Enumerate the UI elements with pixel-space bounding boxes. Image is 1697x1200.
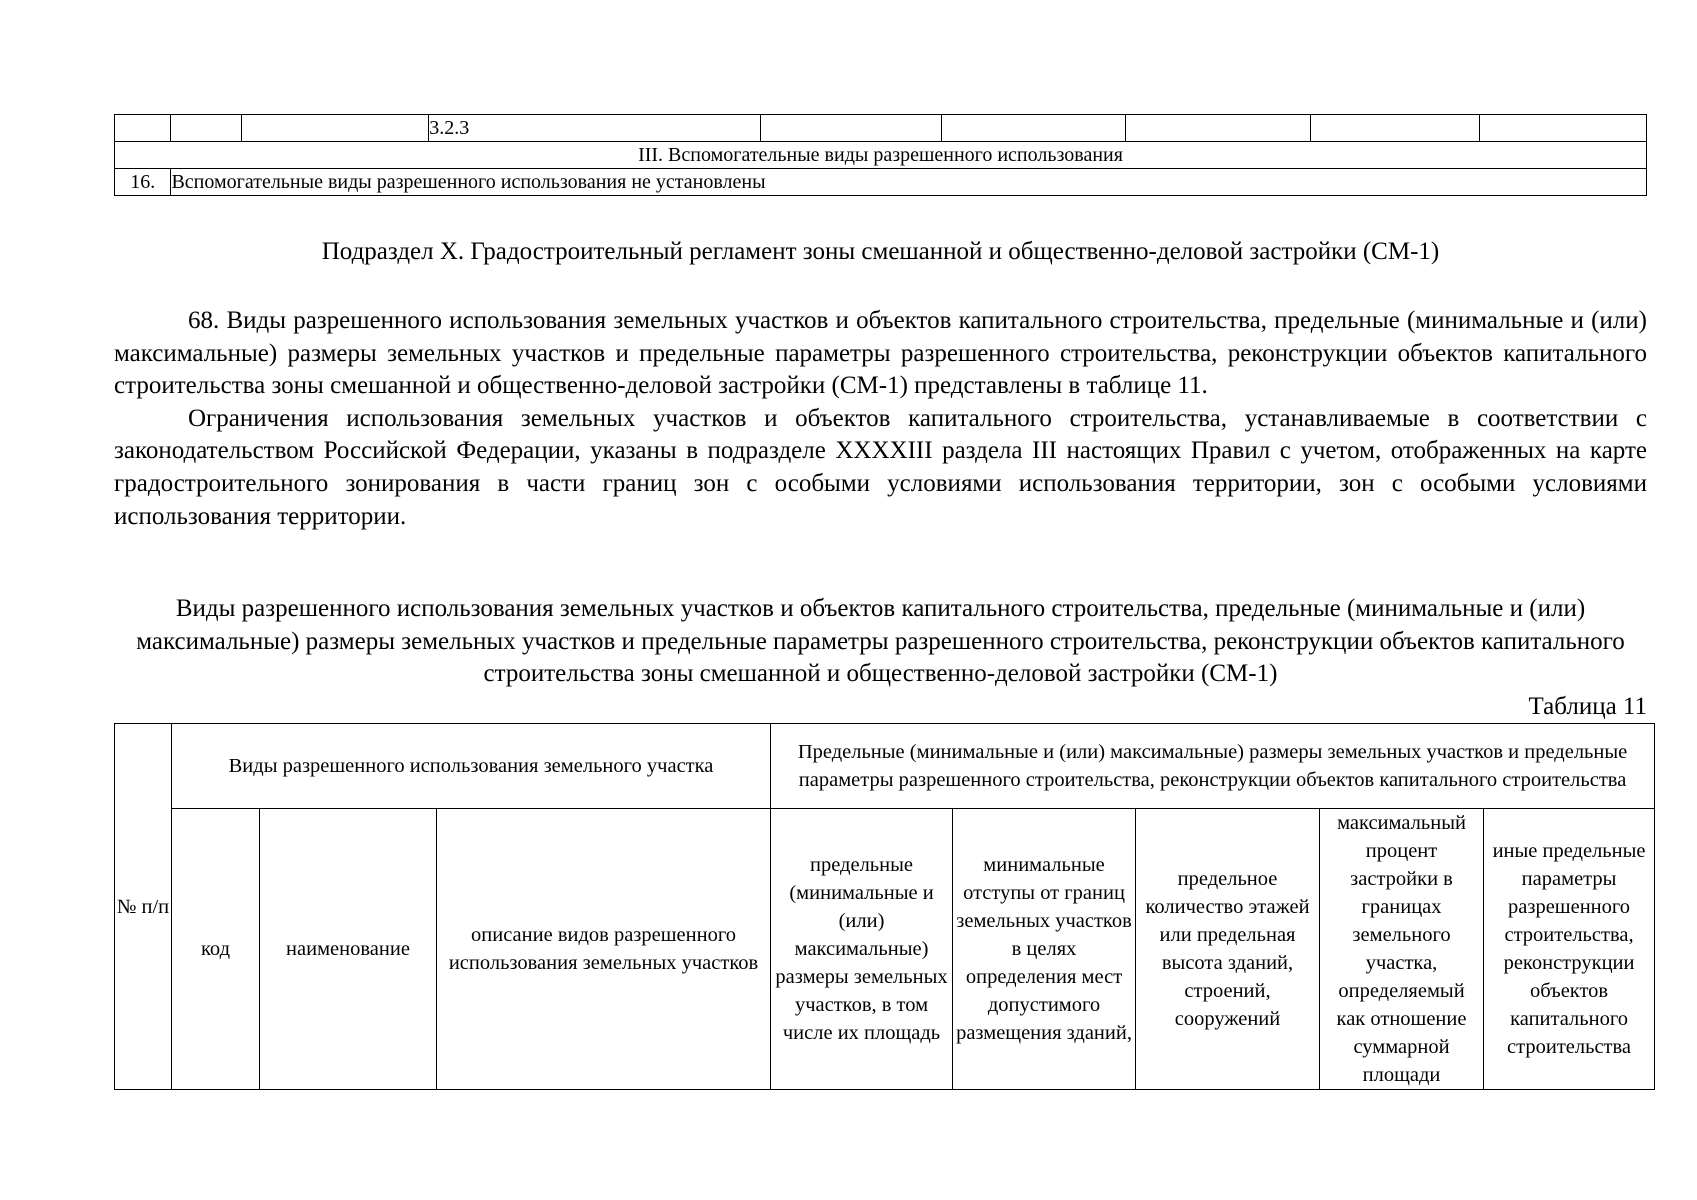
table-header-row bbox=[115, 724, 1655, 809]
table-row bbox=[115, 115, 1647, 142]
table-caption: Виды разрешенного использования земельных участков и объектов капитального строительства, предельные (минимальные и (или) максимальные) размеры земельных участков и предельные параметры разрешенного строительства, реконструкции объектов капитального строительства зоны смешанной и общественно-деловой застройки (СМ-1) bbox=[136, 595, 1625, 687]
header-usage-group: Виды разрешенного использования земельного участка bbox=[172, 724, 771, 809]
header-setbacks: минимальные отступы от границ земельных участков в целях определения мест допустимого размещения зданий, bbox=[953, 809, 1136, 1090]
body-text bbox=[114, 305, 1647, 533]
paragraph-68: 68. Виды разрешенного использования земельных участков и объектов капитального строительства, предельные (минимальные и (или) максимальные) размеры земельных участков и предельные параметры разрешенного строительства, реконструкции объектов капитального строительства зоны смешанной и общественно-деловой застройки (СМ-1) представлены в таблице 11. bbox=[114, 307, 1647, 400]
header-coverage: максимальный процент застройки в границах земельного участка, определяемый как отношение суммарной площади bbox=[1320, 809, 1484, 1090]
header-limits-group: Предельные (минимальные и (или) максимальные) размеры земельных участков и предельные параметры разрешенного строительства, реконструкции объектов капитального строительства bbox=[771, 724, 1655, 809]
header-sizes: предельные (минимальные и (или) максимальные) размеры земельных участков, в том числе их площадь bbox=[771, 809, 953, 1090]
section-header-row bbox=[115, 142, 1647, 169]
previous-table-fragment bbox=[114, 114, 1647, 196]
code-cell: 3.2.3 bbox=[429, 115, 761, 142]
row-number: 16. bbox=[115, 169, 171, 196]
header-other: иные предельные параметры разрешенного строительства, реконструкции объектов капитального строительства bbox=[1484, 809, 1655, 1090]
header-name: наименование bbox=[260, 809, 437, 1090]
subsection-title: Подраздел X. Градостроительный регламент зоны смешанной и общественно-деловой застройки (СМ-1) bbox=[321, 238, 1440, 265]
row-text: Вспомогательные виды разрешенного использования не установлены bbox=[171, 169, 1647, 196]
header-description: описание видов разрешенного использования земельных участков bbox=[437, 809, 771, 1090]
zoning-table bbox=[114, 723, 1655, 1090]
section-header: III. Вспомогательные виды разрешенного использования bbox=[115, 142, 1647, 169]
header-number: № п/п bbox=[115, 724, 172, 1090]
header-floors: предельное количество этажей или предельная высота зданий, строений, сооружений bbox=[1136, 809, 1320, 1090]
table-number: Таблица 11 bbox=[1528, 693, 1647, 720]
header-code: код bbox=[172, 809, 260, 1090]
table-subheader-row bbox=[115, 809, 1655, 1090]
paragraph-restrictions: Ограничения использования земельных участков и объектов капитального строительства, устанавливаемые в соответствии с законодательством Российской Федерации, указаны в подразделе XXXXIII раздела III настоящих Правил с учетом, отображенных на карте градостроительного зонирования в части границ зон с особыми условиями использования территории, зон с особыми условиями использования территории. bbox=[114, 404, 1647, 530]
table-row bbox=[115, 169, 1647, 196]
